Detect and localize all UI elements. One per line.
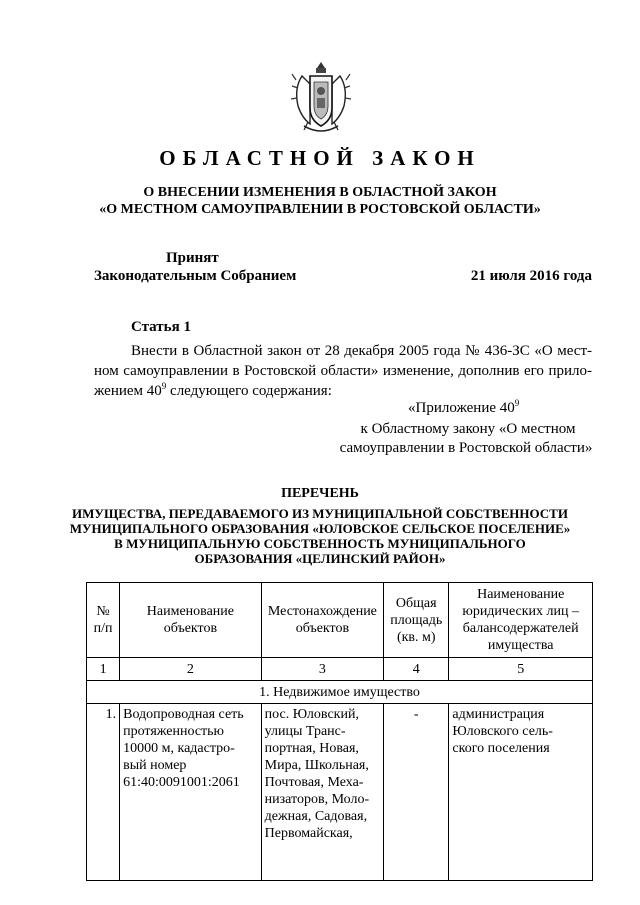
header-object-name: Наименование объектов (120, 583, 262, 658)
column-number: 2 (120, 658, 262, 681)
header-number: № п/п (87, 583, 120, 658)
area-cell: - (384, 704, 449, 881)
object-name-cell: Водопроводная сеть протяженностью 10000 м, кадастро- вый номер 61:40:0091001:2061 (120, 704, 262, 881)
balance-holder-cell: администрация Юловского сель- ского поселения (449, 704, 593, 881)
column-number: 3 (261, 658, 383, 681)
list-title: ПЕРЕЧЕНЬ (281, 486, 359, 501)
appendix-number (408, 399, 519, 418)
list-subtitle-4: ОБРАЗОВАНИЯ «ЦЕЛИНСКИЙ РАЙОН» (194, 551, 446, 566)
table-header-row (87, 583, 593, 658)
adopted-label: Принят (166, 250, 219, 266)
article-text-line-1 (94, 341, 592, 361)
property-table (86, 582, 593, 881)
column-number: 4 (384, 658, 449, 681)
appendix-number-sup: 9 (514, 398, 520, 408)
header-area: Общая площадь (кв. м) (384, 583, 449, 658)
law-name-line-2: «О МЕСТНОМ САМОУПРАВЛЕНИИ В РОСТОВСКОЙ ОБЛАСТИ» (99, 202, 541, 217)
row-number: 1. (87, 704, 120, 881)
column-number-row (87, 658, 593, 681)
header-location: Местонахождение объектов (261, 583, 383, 658)
list-subtitle-3: В МУНИЦИПАЛЬНУЮ СОБСТВЕННОСТЬ МУНИЦИПАЛЬНОГО (114, 536, 526, 551)
article-heading: Статья 1 (131, 319, 191, 335)
article-text-3-sup: 9 (161, 381, 167, 391)
table-row (87, 704, 593, 881)
adopted-by: Законодательным Собранием (94, 268, 297, 284)
column-number: 1 (87, 658, 120, 681)
list-subtitle-1: ИМУЩЕСТВА, ПЕРЕДАВАЕМОГО ИЗ МУНИЦИПАЛЬНОЙ СОБСТВЕННОСТИ (72, 506, 568, 521)
article-text-3-pre: жением 40 (94, 383, 162, 399)
appendix-ref-line-2: самоуправлении в Ростовской области» (339, 440, 593, 456)
adoption-date: 21 июля 2016 года (470, 268, 592, 284)
location-cell: пос. Юловский, улицы Транс- портная, Новая, Мира, Школьная, Почтовая, Меха- низаторов, Моло- дежная, Садовая, Первомайская, (261, 704, 383, 881)
article-text-3-post: следующего содержания: (166, 383, 332, 399)
column-number: 5 (449, 658, 593, 681)
list-subtitle-2: МУНИЦИПАЛЬНОГО ОБРАЗОВАНИЯ «ЮЛОВСКОЕ СЕЛЬСКОЕ ПОСЕЛЕНИЕ» (69, 521, 571, 536)
header-balance-holder: Наименование юридических лиц – балансодержателей имущества (449, 583, 593, 658)
section-row (87, 681, 593, 704)
document-title: ОБЛАСТНОЙ ЗАКОН (159, 146, 481, 170)
appendix-number-text: «Приложение 40 (408, 400, 515, 416)
appendix-ref-line-1: к Областному закону «О местном (360, 421, 576, 437)
section-heading: 1. Недвижимое имущество (87, 681, 593, 704)
law-name-line-1: О ВНЕСЕНИИ ИЗМЕНЕНИЯ В ОБЛАСТНОЙ ЗАКОН (143, 185, 497, 200)
article-text-line-2: ном самоуправлении в Ростовской области» изменение, дополнив его прило- (94, 363, 592, 379)
coat-of-arms-emblem (288, 58, 354, 136)
article-text-1: Внести в Областной закон от 28 декабря 2005 года № 436-ЗС «О мест- (131, 343, 592, 359)
